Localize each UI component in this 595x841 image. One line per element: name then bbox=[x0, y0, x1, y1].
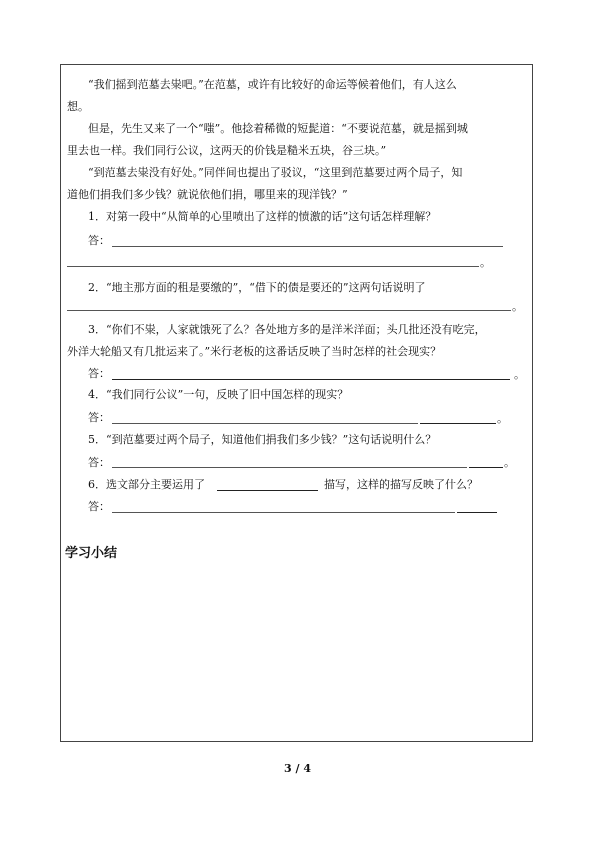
page-number: 3 / 4 bbox=[284, 762, 311, 775]
answer-1-line[interactable] bbox=[112, 246, 503, 247]
question-6-blank[interactable] bbox=[217, 490, 318, 491]
answer-6-line-a[interactable] bbox=[112, 512, 455, 513]
answer-2-line[interactable] bbox=[67, 310, 511, 311]
answer-3-period: 。 bbox=[514, 368, 525, 381]
passage-paragraph-2-line-2: 里去也一样。我们同行公议，这两天的价钱是糙米五块，谷三块。” bbox=[67, 144, 387, 157]
answer-2-period: 。 bbox=[512, 300, 523, 313]
answer-4-label: 答： bbox=[88, 411, 110, 424]
answer-1-label: 答： bbox=[88, 234, 110, 247]
passage-paragraph-3-line-1: “到范墓去粜没有好处。”同伴间也提出了驳议，“这里到范墓要过两个局子，知 bbox=[88, 166, 463, 179]
question-6-part-1: 6．选文部分主要运用了 bbox=[88, 478, 205, 491]
section-title-study-summary: 学习小结 bbox=[65, 546, 118, 561]
question-4: 4．“我们同行公议”一句，反映了旧中国怎样的现实？ bbox=[88, 388, 349, 401]
answer-1-line-2[interactable] bbox=[67, 266, 479, 267]
answer-4-line-b[interactable] bbox=[420, 423, 496, 424]
passage-paragraph-1-line-1: “我们摇到范墓去粜吧。”在范墓，或许有比较好的命运等候着他们，有人这么 bbox=[88, 78, 457, 91]
answer-1-period: 。 bbox=[480, 256, 491, 269]
question-6-part-2: 描写，这样的描写反映了什么？ bbox=[324, 478, 478, 491]
answer-4-period: 。 bbox=[497, 412, 508, 425]
question-3-line-2: 外洋大轮船又有几批运来了。”米行老板的这番话反映了当时怎样的社会现实？ bbox=[67, 345, 442, 358]
answer-4-line-a[interactable] bbox=[112, 423, 418, 424]
answer-5-line-b[interactable] bbox=[469, 467, 503, 468]
answer-6-line-b[interactable] bbox=[457, 512, 497, 513]
answer-3-label: 答： bbox=[88, 367, 110, 380]
answer-3-line[interactable] bbox=[112, 379, 510, 380]
answer-6-label: 答： bbox=[88, 500, 110, 513]
question-1: 1．对第一段中“从简单的心里喷出了这样的愤激的话”这句话怎样理解？ bbox=[88, 210, 437, 223]
answer-5-period: 。 bbox=[504, 456, 515, 469]
answer-5-label: 答： bbox=[88, 456, 110, 469]
question-5: 5．“到范墓要过两个局子，知道他们捐我们多少钱？”这句话说明什么？ bbox=[88, 433, 437, 446]
question-3-line-1: 3．“你们不粜，人家就饿死了么？各处地方多的是洋米洋面；头几批还没有吃完， bbox=[88, 323, 486, 336]
question-2: 2．“地主那方面的租是要缴的”，“借下的债是要还的”这两句话说明了 bbox=[88, 281, 426, 294]
passage-paragraph-2-line-1: 但是，先生又来了一个“嗤”。他捻着稀微的短髭道：“不要说范墓，就是摇到城 bbox=[88, 122, 468, 135]
answer-5-line-a[interactable] bbox=[112, 467, 467, 468]
passage-paragraph-1-line-2: 想。 bbox=[67, 100, 89, 113]
passage-paragraph-3-line-2: 道他们捐我们多少钱？就说依他们捐，哪里来的现洋钱？” bbox=[67, 188, 348, 201]
